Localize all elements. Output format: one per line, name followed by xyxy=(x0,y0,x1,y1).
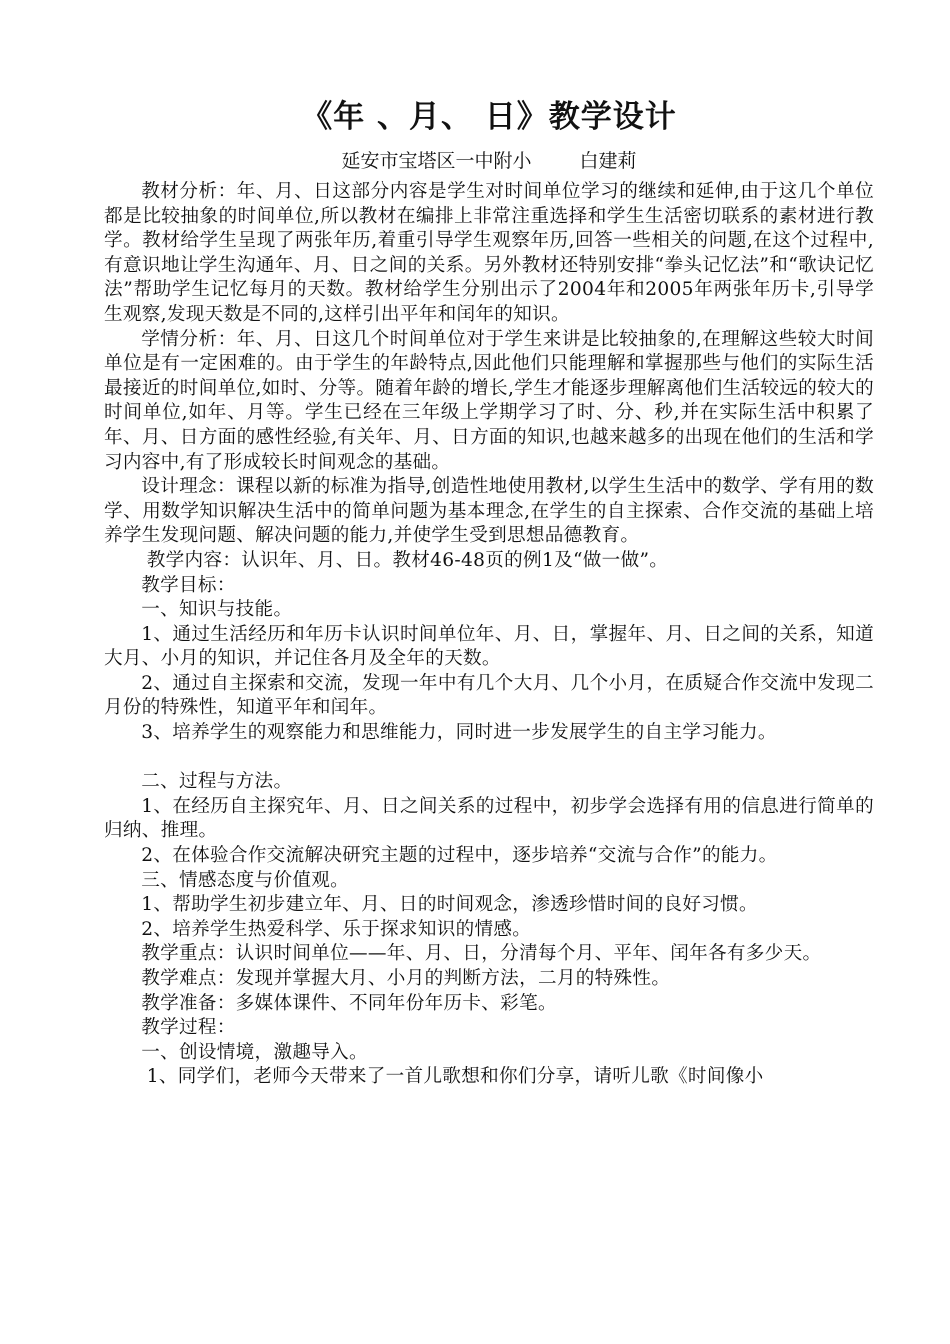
paragraph-process-heading: 教学过程： xyxy=(141,1017,236,1039)
author-line xyxy=(104,148,874,174)
document-page xyxy=(104,96,874,1090)
blank-line xyxy=(104,746,874,771)
paragraph-goal-emotion-heading: 三、情感态度与价值观。 xyxy=(141,869,350,891)
paragraph-material-analysis: 教材分析：年、月、日这部分内容是学生对时间单位学习的继续和延伸,由于这几个单位都是比较抽象的时间单位,所以教材在编排上非常注重选择和学生生活密切联系的素材进行教学。教材给学生呈现了两张年历,着重引导学生观察年历,回答一些相关的问题,在这个过程中,有意识地让学生沟通年、月、日之间的关系。另外教材还特别安排“拳头记忆法”和“歌诀记忆法”帮助学生记忆每月的天数。教材给学生分别出示了2004年和2005年两张年历卡,引导学生观察,发现天数是不同的,这样引出平年和闰年的知识。 xyxy=(104,181,874,325)
paragraph-goal-knowledge-1: 1、通过生活经历和年历卡认识时间单位年、月、日，掌握年、月、日之间的关系，知道大月、小月的知识，并记住各月及全年的天数。 xyxy=(104,623,874,670)
document-title: 《年 、月、 日》教学设计 xyxy=(301,99,677,135)
paragraph-difficulties: 教学难点：发现并掌握大月、小月的判断方法，二月的特殊性。 xyxy=(141,968,671,989)
paragraph-goal-knowledge-3: 3、培养学生的观察能力和思维能力，同时进一步发展学生的自主学习能力。 xyxy=(141,722,777,744)
paragraph-preparation: 教学准备：多媒体课件、不同年份年历卡、彩笔。 xyxy=(141,992,557,1014)
paragraph-goal-emotion-2: 2、培养学生热爱科学、乐于探求知识的情感。 xyxy=(141,918,532,940)
paragraph-process-step-1-1: 1、同学们，老师今天带来了一首儿歌想和你们分享，请听儿歌《时间像小 xyxy=(146,1066,764,1088)
paragraph-key-points: 教学重点：认识时间单位——年、月、日，分清每个月、平年、闰年各有多少天。 xyxy=(141,943,822,965)
paragraph-goal-knowledge-heading: 一、知识与技能。 xyxy=(141,599,293,621)
paragraph-goal-process-heading: 二、过程与方法。 xyxy=(141,771,293,793)
paragraph-goal-process-1: 1、在经历自主探究年、月、日之间关系的过程中，初步学会选择有用的信息进行简单的归纳、推理。 xyxy=(104,795,874,842)
author-name: 白建莉 xyxy=(579,150,637,172)
author-school: 延安市宝塔区一中附小 xyxy=(341,150,532,172)
paragraph-goal-knowledge-2: 2、通过自主探索和交流，发现一年中有几个大月、几个小月，在质疑合作交流中发现二月份的特殊性，知道平年和闰年。 xyxy=(104,672,874,719)
paragraph-teaching-goals-heading: 教学目标： xyxy=(141,574,236,596)
paragraph-process-step-1-heading: 一、创设情境，激趣导入。 xyxy=(141,1041,368,1063)
paragraph-teaching-content: 教学内容：认识年、月、日。教材46-48页的例1及“做一做”。 xyxy=(146,549,669,571)
paragraph-goal-emotion-1: 1、帮助学生初步建立年、月、日的时间观念，渗透珍惜时间的良好习惯。 xyxy=(141,894,758,916)
paragraph-goal-process-2: 2、在体验合作交流解决研究主题的过程中，逐步培养“交流与合作”的能力。 xyxy=(141,845,778,867)
paragraph-design-concept: 设计理念：课程以新的标准为指导,创造性地使用教材,以学生生活中的数学、学有用的数学、用数学知识解决生活中的简单问题为基本理念,在学生的自主探索、合作交流的基础上培养学生发现问题、解决问题的能力,并使学生受到思想品德教育。 xyxy=(104,476,874,547)
document-body xyxy=(104,180,874,1090)
paragraph-student-analysis: 学情分析：年、月、日这几个时间单位对于学生来讲是比较抽象的,在理解这些较大时间单位是有一定困难的。由于学生的年龄特点,因此他们只能理解和掌握那些与他们的实际生活最接近的时间单位,如时、分等。随着年龄的增长,学生才能逐步理解离他们生活较远的较大的时间单位,如年、月等。学生已经在三年级上学期学习了时、分、秒,并在实际生活中积累了年、月、日方面的感性经验,有关年、月、日方面的知识,也越来越多的出现在他们的生活和学习内容中,有了形成较长时间观念的基础。 xyxy=(104,328,874,473)
